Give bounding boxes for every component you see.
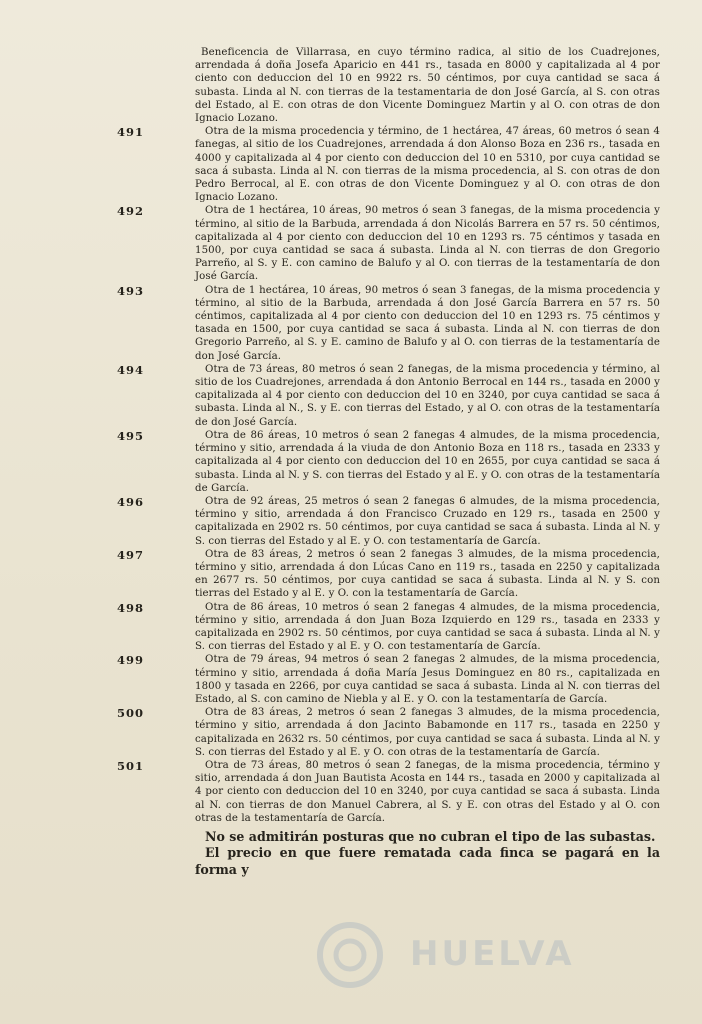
archive-watermark	[300, 920, 660, 990]
entry-491	[117, 125, 660, 204]
entry-498	[117, 600, 660, 654]
entry-497	[117, 547, 660, 601]
document-body	[117, 46, 660, 878]
entry-number: 495	[117, 428, 145, 443]
entry-number: 494	[117, 362, 145, 377]
entry-number: 497	[117, 547, 145, 562]
entry-number: 496	[117, 494, 145, 509]
entry-number: 492	[117, 204, 145, 219]
intro-paragraph: Beneficencia de Villarrasa, en cuyo término radica, al sitio de los Cuadrejones, arrendada á doña Josefa Aparicio en 441 rs., tasada en 8000 y capitalizada al 4 por ciento con deduccion del 10 en 9922 rs. 50 céntimos, por cuya cantidad se saca á subasta. Linda al N. con tierras de la testamentaria de don José García, al S. con otras del Estado, al E. con otras de don Vicente Dominguez Martin y al O. con otras de don Ignacio Lozano.	[195, 47, 660, 125]
entry-text: Otra de 1 hectárea, 10 áreas, 90 metros ó sean 3 fanegas, de la misma procedencia y término, al sitio de la Barbuda, arrendada á don José García Barrera en 57 rs. 50 céntimos, capitalizada al 4 por ciento con deduccion del 10 en 1293 rs. 75 céntimos y tasada en 1500, por cuya cantidad se saca á subasta. Linda al N. con tierras de don Gregorio Parreño, al S. y E. camino de Balufo y al O. con tierras de la testamentaría de don José García.	[195, 284, 660, 362]
entry-number: 493	[117, 283, 145, 298]
entry-text: Otra de 73 áreas, 80 metros ó sean 2 fanegas, de la misma procedencia, término y sitio, arrendada á don Juan Bautista Acosta en 144 rs., tasada en 2000 y capitalizada al 4 por ciento con deduccion del 10 en 3240, por cuya cantidad se saca á subasta. Linda al N. con tierras de don Manuel Cabrera, al S. y E. con otras del Estado y al O. con otras de la testamentaría de García.	[195, 759, 660, 824]
closing-line: No se admitirán posturas que no cubran el tipo de las subastas.	[205, 828, 656, 844]
entry-text: Otra de 73 áreas, 80 metros ó sean 2 fanegas, de la misma procedencia y término, al sitio de los Cuadrejones, arrendada á don Antonio Berrocal en 144 rs., tasada en 2000 y capitalizada al 4 por ciento con deduccion del 10 en 3240, por cuya cantidad se saca á subasta. Linda al N., S. y E. con tierras del Estado, y al O. con otras de la testamentaría de don José García.	[195, 363, 660, 428]
watermark-text: HUELVA	[410, 934, 575, 974]
entry-493	[117, 283, 660, 363]
entry-text: Otra de 1 hectárea, 10 áreas, 90 metros ó sean 3 fanegas, de la misma procedencia y término, al sitio de la Barbuda, arrendada á don Nicolás Barrera en 57 rs. 50 céntimos, capitalizada al 4 por ciento con deduccion del 10 en 1293 rs. 75 céntimos y tasada en 1500, por cuya cantidad se saca á subasta. Linda al N. con tierras de don Gregorio Parreño, al S. y E. con camino de Balufo y al O. con tierras de la testamentaría de don José García.	[195, 205, 660, 283]
entry-499	[117, 653, 660, 706]
watermark-emblem-icon	[300, 920, 400, 990]
entry-text: Otra de 92 áreas, 25 metros ó sean 2 fanegas 6 almudes, de la misma procedencia, término y sitio, arrendada á don Francisco Cruzado en 129 rs., tasada en 2500 y capitalizada en 2902 rs. 50 céntimos, por cuya cantidad se saca á subasta. Linda al N. y S. con tierras del Estado y al E. y O. con testamentaría de García.	[195, 495, 660, 547]
entry-496	[117, 494, 660, 548]
entry-number: 491	[117, 125, 145, 140]
entry-495	[117, 428, 660, 495]
entry-text: Otra de 83 áreas, 2 metros ó sean 2 fanegas 3 almudes, de la misma procedencia, término y sitio, arrendada á don Lúcas Cano en 119 rs., tasada en 2250 y capitalizada en 2677 rs. 50 céntimos, por cuya cantidad se saca á subasta. Linda al N. y S. con tierras del Estado y al E. y O. con la testamentaría de García.	[195, 548, 660, 600]
entry-number: 500	[117, 706, 145, 721]
closing-line: El precio en que fuere rematada cada finca se pagará en la forma y	[195, 845, 660, 877]
entry-text: Otra de 86 áreas, 10 metros ó sean 2 fanegas 4 almudes, de la misma procedencia, término y sitio, arrendada á la viuda de don Antonio Boza en 118 rs., tasada en 2333 y capitalizada al 4 por ciento con deduccion del 10 en 2655, por cuya cantidad se saca á subasta. Linda al N. y S. con tierras del Estado y al E. y O. con otras de la testamentaría de García.	[195, 429, 660, 494]
entry-number: 499	[117, 653, 145, 668]
entry-500	[117, 706, 660, 759]
entry-number: 501	[117, 758, 145, 773]
entry-494	[117, 362, 660, 429]
entry-501	[117, 758, 660, 825]
entry-492	[117, 204, 660, 283]
entry-text: Otra de 79 áreas, 94 metros ó sean 2 fanegas 2 almudes, de la misma procedencia, término y sitio, arrendada á doña María Jesus Dominguez en 80 rs., capitalizada en 1800 y tasada en 2266, por cuya cantidad se saca á subasta. Linda al N. con tierras del Estado, al S. con camino de Niebla y al E. y O. con la testamentaría de García.	[195, 654, 660, 705]
entry-number: 498	[117, 600, 145, 615]
entry-text: Otra de 86 áreas, 10 metros ó sean 2 fanegas 4 almudes, de la misma procedencia, término y sitio, arrendada á don Juan Boza Izquierdo en 129 rs., tasada en 2333 y capitalizada en 2902 rs. 50 céntimos, por cuya cantidad se saca á subasta. Linda al N. y S. con tierras del Estado y al E. y O. con testamentaría de García.	[195, 601, 660, 653]
entry-text: Otra de la misma procedencia y término, de 1 hectárea, 47 áreas, 60 metros ó sean 4 fanegas, al sitio de los Cuadrejones, arrendada á don Alonso Boza en 236 rs., tasada en 4000 y capitalizada al 4 por ciento con deduccion del 10 en 5310, por cuya cantidad se saca á subasta. Linda al N. con tierras de la misma procedencia, al S. con otras de don Pedro Berrocal, al E. con otras de don Vicente Dominguez y al O. con otras de don Ignacio Lozano.	[195, 126, 660, 204]
entry-text: Otra de 83 áreas, 2 metros ó sean 2 fanegas 3 almudes, de la misma procedencia, término y sitio, arrendada á don Jacinto Babamonde en 117 rs., tasada en 2250 y capitalizada en 2632 rs. 50 céntimos, por cuya cantidad se saca á subasta. Linda al N. y S. con tierras del Estado y al E. y O. con otras de la testamentaría de García.	[195, 707, 660, 758]
